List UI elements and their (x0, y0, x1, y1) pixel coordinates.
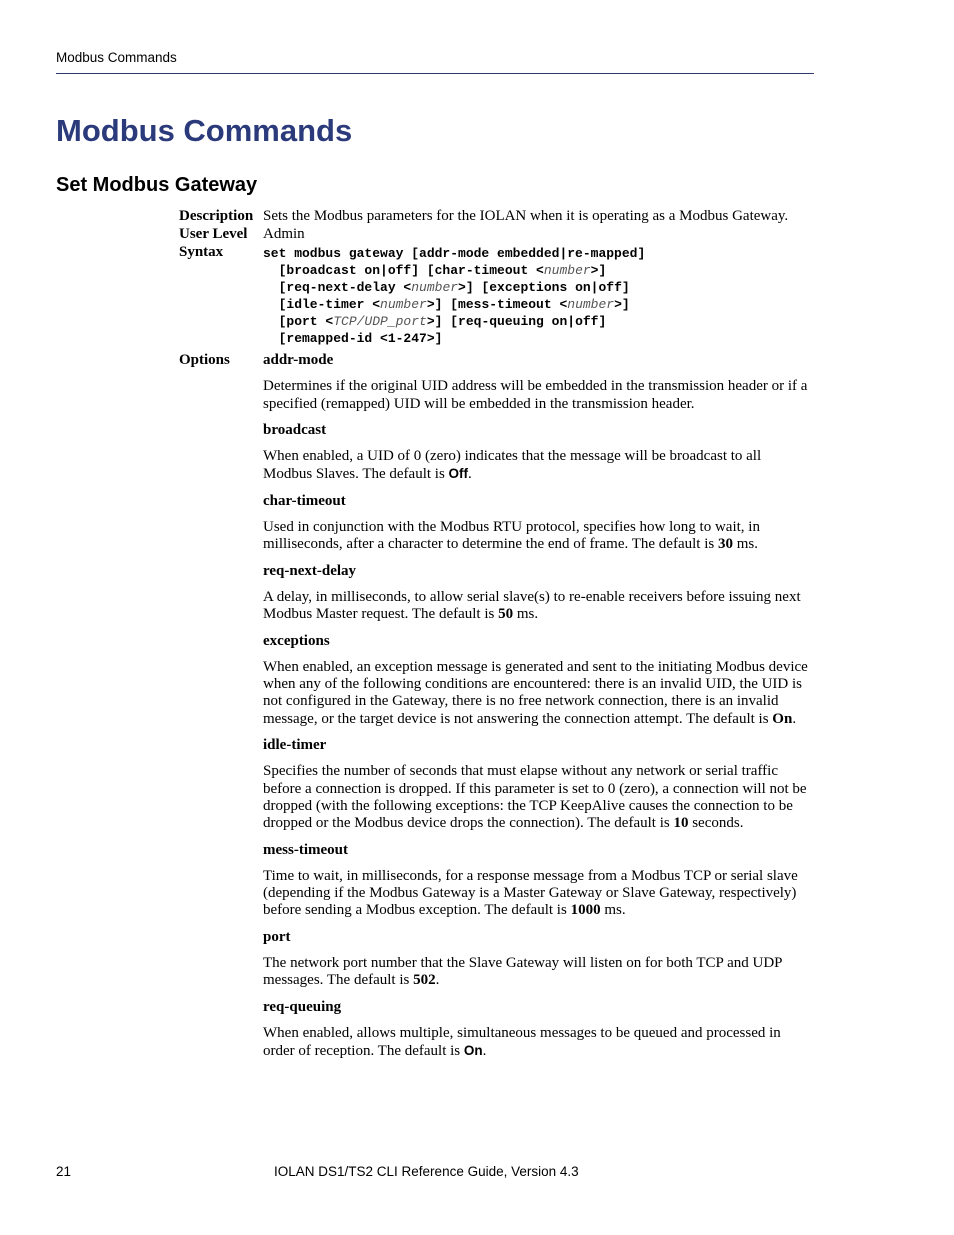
section-title: Set Modbus Gateway (56, 174, 258, 196)
option-description (263, 955, 813, 990)
syntax-placeholder: number (380, 297, 427, 312)
syntax-placeholder: number (567, 297, 615, 312)
syntax-placeholder: number (543, 263, 591, 278)
option-suffix: . (435, 972, 440, 989)
option-description (263, 519, 813, 554)
option-name: mess-timeout (263, 841, 348, 858)
option-text: When enabled, an exception message is generated and sent to the initiating Modbus device when any of the following conditions are encountered: there is an invalid UID, the UID is not configured in the Gateway, there is no free network connection, there is an invalid message, or the target device is not answering the connection attempt. The default is (263, 658, 808, 727)
option-suffix: . (792, 710, 797, 727)
option-suffix: . (468, 466, 472, 483)
option-name: broadcast (263, 421, 327, 438)
option-name: addr-mode (263, 352, 334, 368)
footer-guide-title: IOLAN DS1/TS2 CLI Reference Guide, Version 4.3 (274, 1164, 579, 1179)
option-name: char-timeout (263, 492, 346, 509)
option-description (263, 589, 813, 624)
page-title: Modbus Commands (56, 113, 353, 148)
syntax-line: [remapped-id <1-247>] (263, 331, 443, 346)
syntax-line (263, 279, 645, 296)
option-text: Time to wait, in milliseconds, for a response message from a Modbus TCP or serial slave (depending if the Modbus Gateway is a Master Gateway or Slave Gateway, respectively) before sending a Modbus exception. The default is (263, 867, 798, 919)
option-description (263, 448, 813, 484)
option-description (263, 868, 813, 920)
option-suffix: ms. (513, 606, 539, 623)
option-description (263, 659, 813, 728)
syntax-text: >] [exceptions on|off] (458, 280, 630, 295)
option-name: req-next-delay (263, 562, 357, 579)
syntax-text: [req-next-delay < (263, 280, 412, 295)
syntax-line (263, 262, 645, 279)
syntax-text: >] (590, 263, 607, 278)
description-text: Sets the Modbus parameters for the IOLAN when it is operating as a Modbus Gateway. (263, 208, 789, 224)
syntax-text: >] (614, 297, 630, 312)
option-default-value: 1000 (570, 902, 601, 919)
syntax-line (263, 296, 645, 313)
option-text: The network port number that the Slave Gateway will listen on for both TCP and UDP messages. The default is (263, 955, 782, 989)
option-name: port (263, 928, 291, 945)
footer-page-number: 21 (56, 1164, 72, 1179)
option-default-value: 50 (498, 606, 514, 623)
syntax-line: set modbus gateway [addr-mode embedded|re-mapped] (263, 246, 646, 261)
option-suffix: ms. (600, 902, 626, 919)
option-text: Specifies the number of seconds that must elapse without any network or serial traffic before a connection is dropped. If this parameter is set to 0 (zero), a connection will not be dropped (with the following exceptions: the TCP KeepAlive causes the connection to be dropped or the Modbus device drops the connection). The default is (263, 763, 807, 832)
option-name: req-queuing (263, 998, 342, 1015)
option-name: idle-timer (263, 737, 327, 754)
syntax-text: >] [mess-timeout < (426, 297, 568, 312)
syntax-block (263, 245, 645, 347)
syntax-text: [broadcast on|off] [char-timeout < (263, 263, 544, 278)
option-text: When enabled, allows multiple, simultaneous messages to be queued and processed in order of reception. The default is (263, 1024, 781, 1060)
syntax-text: >] [req-queuing on|off] (426, 314, 607, 329)
option-default-value: 30 (717, 536, 733, 553)
option-default-value: Off (448, 466, 469, 482)
options-list (263, 352, 813, 1070)
option-suffix: seconds. (688, 815, 744, 832)
option-text: Determines if the original UID address will be embedded in the transmission header or if a specified (remapped) UID will be embedded in the transmission header. (263, 378, 808, 412)
syntax-placeholder: number (411, 280, 459, 295)
option-description (263, 1025, 813, 1061)
option-default-value: On (772, 710, 793, 727)
option-text: Used in conjunction with the Modbus RTU protocol, specifies how long to wait, in milliseconds, after a character to determine the end of frame. The default is (263, 519, 760, 553)
option-description (263, 763, 813, 832)
option-text: When enabled, a UID of 0 (zero) indicates that the message will be broadcast to all Modbus Slaves. The default is (263, 448, 762, 483)
syntax-line (263, 313, 645, 330)
option-default-value: 502 (413, 972, 436, 989)
description-label: Description (179, 208, 254, 224)
syntax-placeholder: TCP/UDP_port (333, 314, 427, 329)
option-default-value: On (463, 1043, 483, 1059)
options-label: Options (179, 352, 230, 368)
syntax-label: Syntax (179, 244, 224, 260)
option-name: exceptions (263, 632, 330, 649)
option-suffix: ms. (732, 536, 758, 553)
option-suffix: . (482, 1043, 487, 1060)
header-rule (56, 73, 814, 74)
syntax-text: [port < (263, 314, 334, 329)
user-level-label: User Level (179, 226, 248, 242)
syntax-text: [idle-timer < (263, 297, 381, 312)
user-level-value: Admin (263, 226, 305, 242)
running-header: Modbus Commands (56, 50, 177, 65)
option-default-value: 10 (673, 815, 689, 832)
option-text: A delay, in milliseconds, to allow serial slave(s) to re-enable receivers before issuing next Modbus Master request. The default is (263, 588, 801, 623)
option-description (263, 378, 813, 413)
